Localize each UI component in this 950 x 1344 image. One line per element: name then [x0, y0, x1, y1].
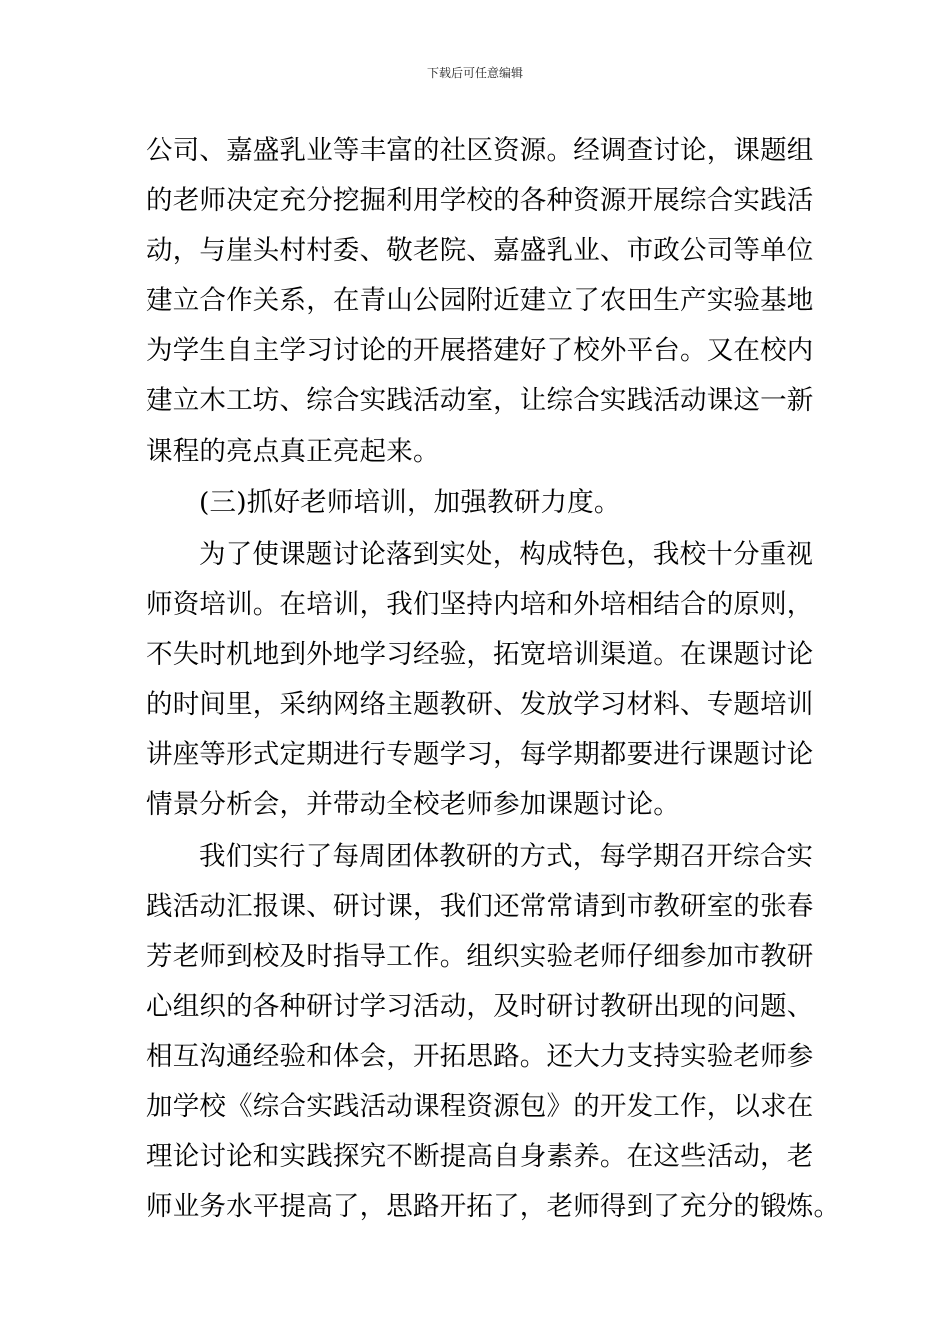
text-line: 情景分析会，并带动全校老师参加课题讨论。: [146, 789, 680, 821]
text-line: 为学生自主学习讨论的开展搭建好了校外平台。又在校内: [146, 335, 814, 367]
body-text: [146, 126, 841, 1233]
text-line: 公司、嘉盛乳业等丰富的社区资源。经调查讨论，课题组: [146, 135, 814, 166]
section-heading: [146, 478, 806, 528]
paragraph: [146, 530, 814, 831]
text-line: 建立合作关系，在青山公园附近建立了农田生产实验基地: [146, 285, 814, 317]
page-header: 下载后可任意编辑: [426, 66, 523, 80]
text-line: 心组织的各种研讨学习活动，及时研讨教研出现的问题、: [146, 991, 814, 1023]
paragraph: [146, 832, 841, 1233]
text-line: 师业务水平提高了，思路开拓了，老师得到了充分的锻炼。: [146, 1191, 841, 1223]
text-line: 理论讨论和实践探究不断提高自身素养。在这些活动，老: [146, 1141, 814, 1173]
text-line: 相互沟通经验和体会，开拓思路。还大力支持实验老师参: [146, 1041, 814, 1073]
text-line: 为了使课题讨论落到实处，构成特色，我校十分重视: [199, 538, 814, 570]
text-line: 的时间里，采纳网络主题教研、发放学习材料、专题培训: [146, 689, 814, 721]
text-line: (三)抓好老师培训，加强教研力度。: [199, 487, 621, 519]
text-line: 芳老师到校及时指导工作。组织实验老师仔细参加市教研: [146, 941, 814, 972]
text-line: 讲座等形式定期进行专题学习，每学期都要进行课题讨论: [146, 739, 814, 771]
text-line: 师资培训。在培训，我们坚持内培和外培相结合的原则，: [146, 588, 814, 620]
text-line: 我们实行了每周团体教研的方式，每学期召开综合实: [199, 840, 814, 872]
text-line: 不失时机地到外地学习经验，拓宽培训渠道。在课题讨论: [146, 638, 814, 670]
text-line: 加学校《综合实践活动课程资源包》的开发工作，以求在: [146, 1091, 814, 1123]
text-line: 课程的亮点真正亮起来。: [146, 435, 440, 467]
text-line: 建立木工坊、综合实践活动室，让综合实践活动课这一新: [146, 385, 814, 417]
text-line: 动，与崖头村村委、敬老院、嘉盛乳业、市政公司等单位: [146, 235, 814, 267]
text-line: 的老师决定充分挖掘利用学校的各种资源开展综合实践活: [146, 185, 814, 217]
paragraph: [146, 126, 814, 477]
text-line: 践活动汇报课、研讨课，我们还常常请到市教研室的张春: [146, 890, 814, 922]
